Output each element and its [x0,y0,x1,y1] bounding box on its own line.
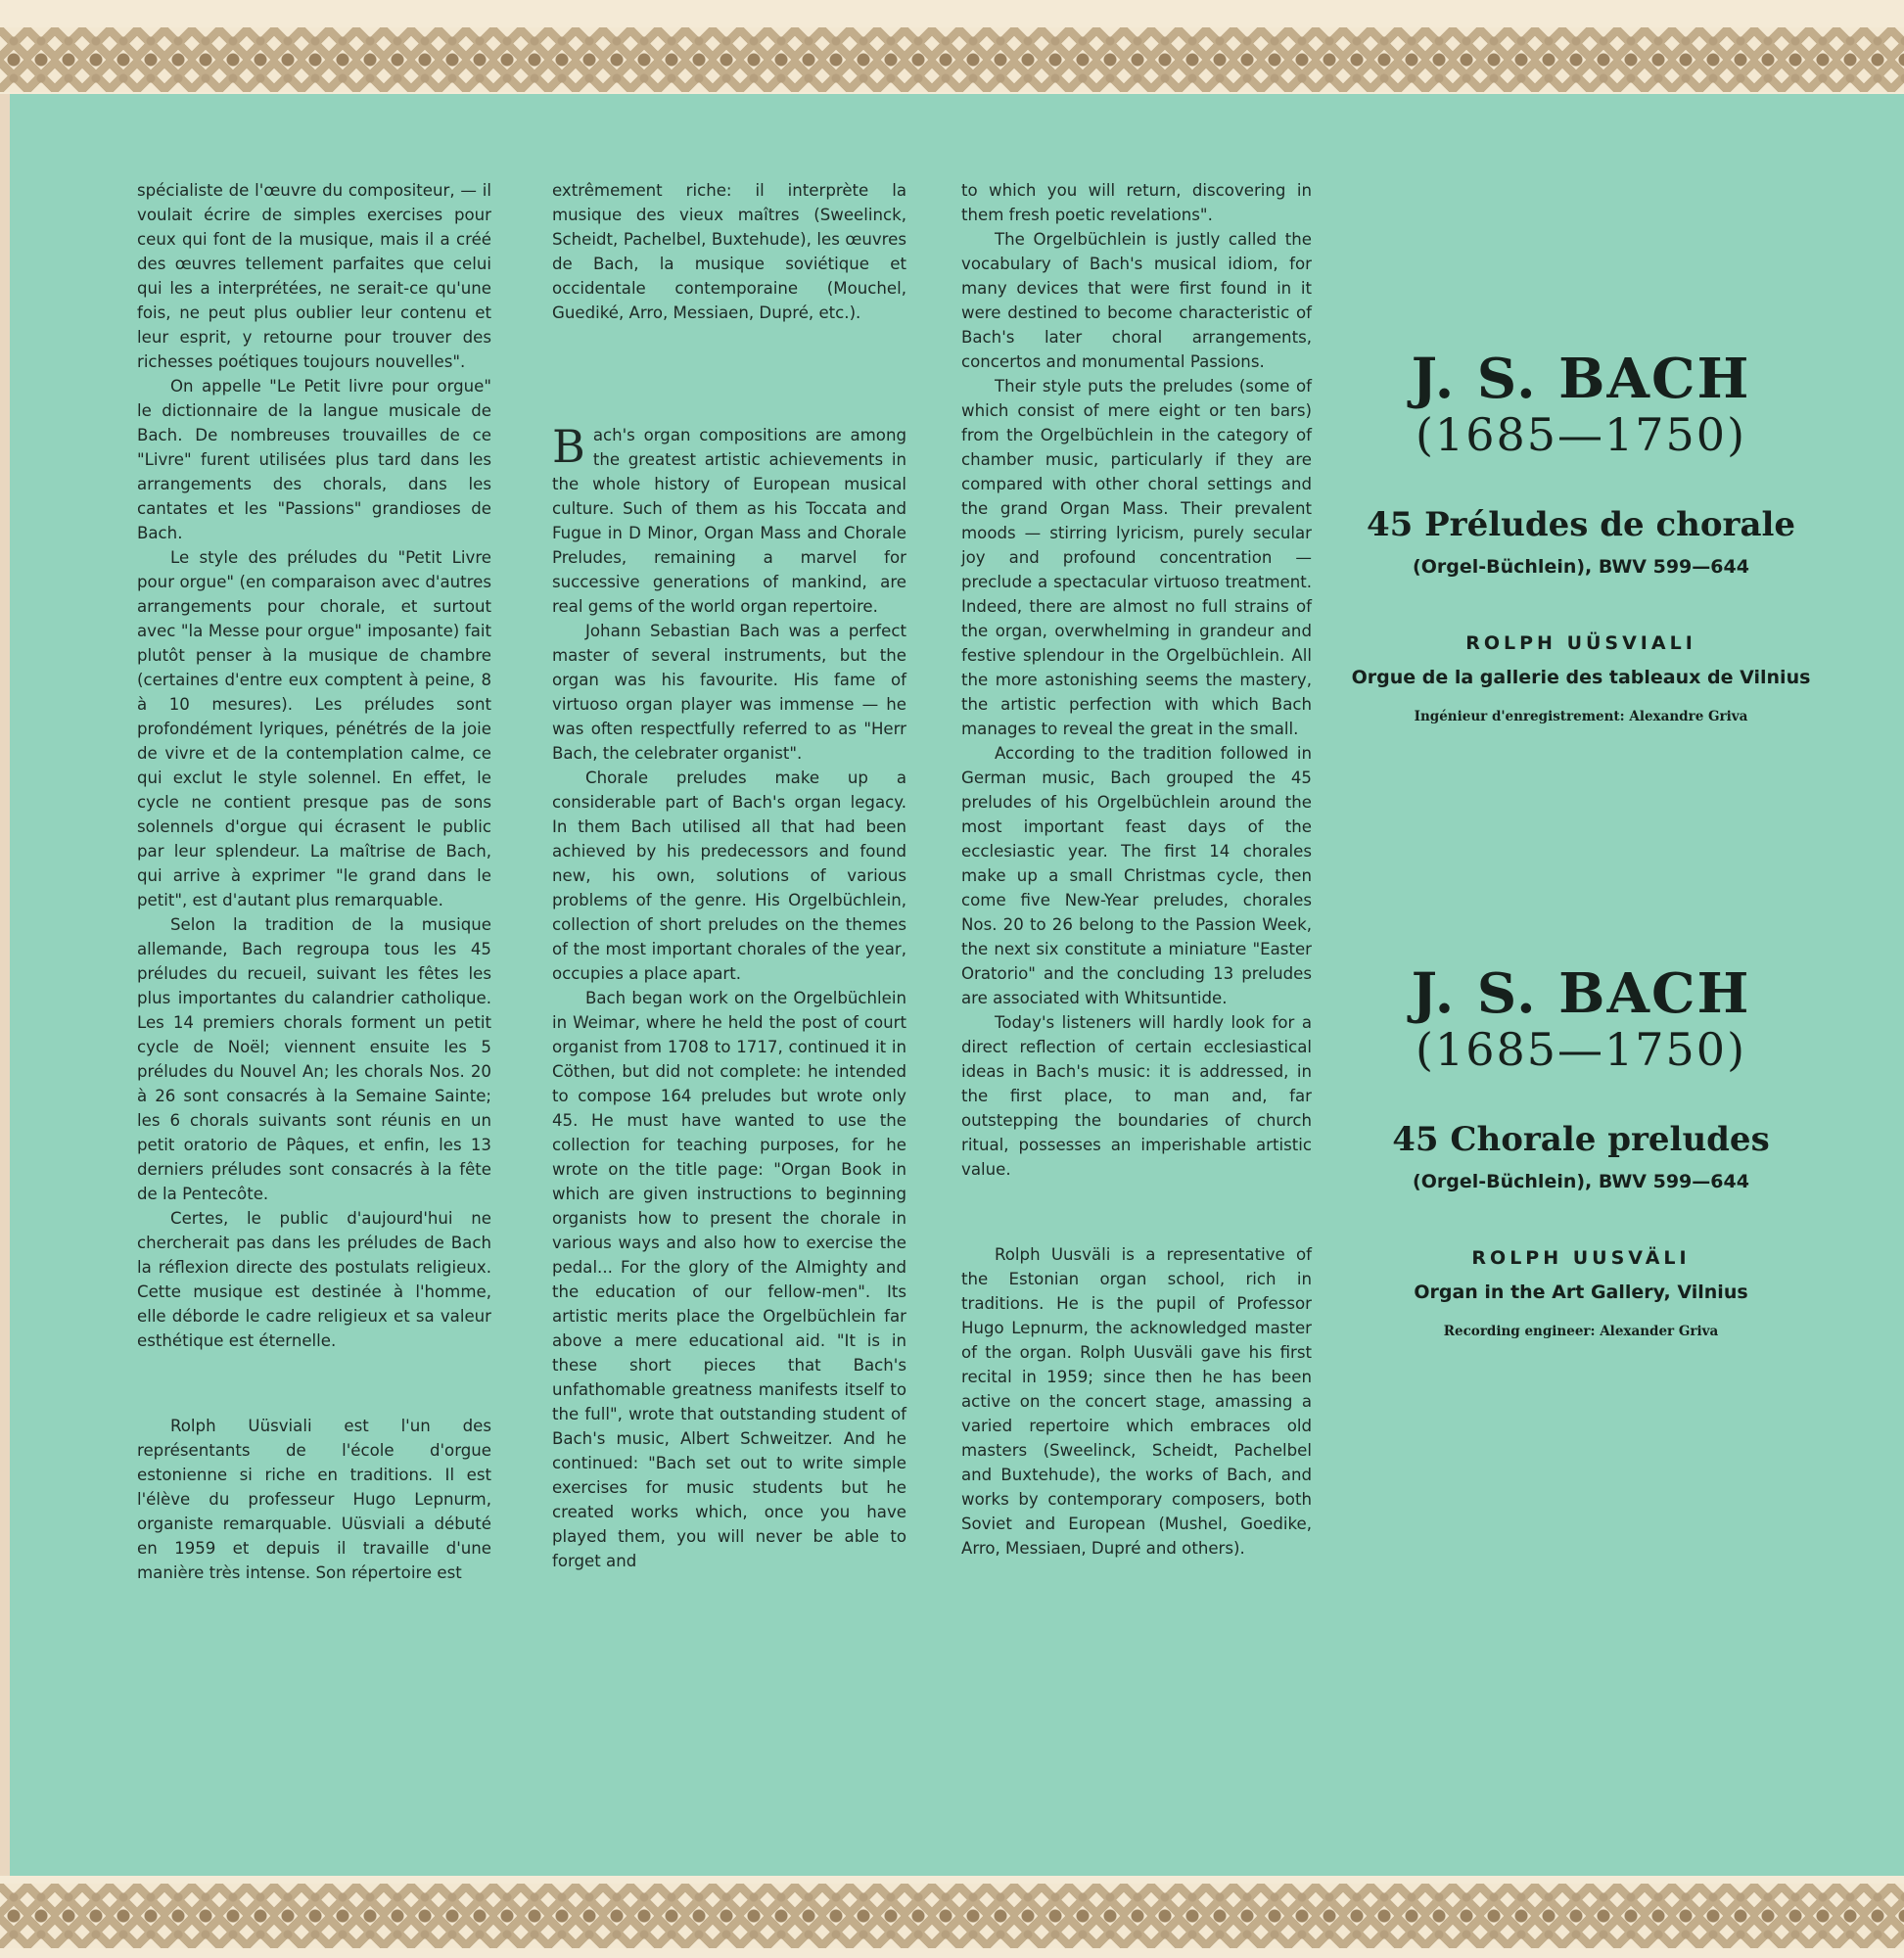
recording-engineer: Recording engineer: Alexander Griva [1443,1324,1719,1339]
paragraph-performer-bio-en: Rolph Uusväli is a representative of the Estonian organ school, rich in traditions. He is the pupil of Professor Hugo Lepnurm, the acknowledged master of the organ. Rolph Uusväli gave his first recital in 1959; since then he has been active on the concert stage, amassing a varied repertoire which embraces old masters (Sweelinck, Scheidt, Pachelbel and Buxtehude), the works of Bach, and works by contemporary composers, both Soviet and European (Mushel, Goedike, Arro, Messiaen, Dupré and others). [961,1245,1312,1558]
performer-name: ROLPH UÜSVIALI [1465,632,1696,654]
paragraph: Selon la tradition de la musique allemande, Bach regroupa tous les 45 préludes du recueil, suivant les fêtes les plus importantes du calandrier catholique. Les 14 premiers chorals forment un petit cycle de Noël; viennent ensuite les 5 préludes du Nouvel An; les chorals Nos. 20 à 26 sont consacrés à la Semaine Sainte; les 6 chorals suivants sont réunis en un petit oratorio de Pâques, et enfin, les 13 derniers préludes sont consacrés à la fête de la Pentecôte. [137,915,491,1203]
paragraph-performer-bio-fr: Rolph Uüsviali est l'un des représentants de l'école d'orgue estonienne si riche en traditions. Il est l'élève du professeur Hugo Lepnurm, organiste remarquable. Uüsviali a débuté en 1959 et depuis il travaille d'une manière très intense. Son répertoire est [137,1417,491,1582]
english-title-block [1341,963,1821,1341]
work-title: 45 Chorale preludes [1392,1120,1770,1159]
paragraph: On appelle "Le Petit livre pour orgue" le dictionnaire de la langue musicale de Bach. De nombreuses trouvailles de ce "Livre" furent utilisées plus tard dans les arrangements des chorals, dans les cantates et les "Passions" grandioses de Bach. [137,377,491,542]
composer-name: J. S. BACH [1411,347,1751,411]
recording-engineer: Ingénieur d'enregistrement: Alexandre Griva [1414,709,1748,724]
drop-cap: B [552,420,585,473]
column-french-notes [137,178,491,1585]
paragraph: extrêmement riche: il interprète la musique des vieux maîtres (Sweelinck, Scheidt, Pachelbel, Buxtehude), les œuvres de Bach, la musique soviétique et occidentale contemporaine (Mouchel, Guediké, Arro, Messiaen, Dupré, etc.). [552,181,906,322]
paragraph: Johann Sebastian Bach was a perfect master of several instruments, but the organ was his favourite. His fame of virtuoso organ player was immense — he was often respectfully referred to as "Herr Bach, the celebrater organist". [552,622,906,763]
composer-name: J. S. BACH [1411,961,1751,1026]
paragraph: Today's listeners will hardly look for a direct reflection of certain ecclesiastical ideas in Bach's music: it is addressed, in the first place, to man and, far outstepping the boundaries of church ritual, possesses an imperishable artistic value. [961,1013,1312,1179]
catalog-number: (Orgel-Büchlein), BWV 599—644 [1413,556,1749,578]
performer-name: ROLPH UUSVÄLI [1471,1247,1691,1269]
composer-dates: (1685—1750) [1415,1023,1747,1076]
paragraph: Le style des préludes du "Petit Livre pour orgue" (en comparaison avec d'autres arrangements pour chorale, et surtout avec "la Messe pour orgue" imposante) fait plutôt penser à la musique de chambre (certaines d'entre eux comptent à peine, 8 à 10 mesures). Les préludes sont profondément lyriques, pénétrés de la joie de vivre et de la contemplation calme, ce qui exclut le style solennel. En effet, le cycle ne contient presque pas de sons solennels d'orgue qui écrasent le public par leur splendeur. La maîtrise de Bach, qui arrive à exprimer "le grand dans le petit", est d'autant plus remarquable. [137,548,491,909]
paragraph: Bach began work on the Orgelbüchlein in Weimar, where he held the post of court organist from 1708 to 1717, continued it in Cöthen, but did not complete: he intended to compose 164 preludes but wrote only 45. He must have wanted to use the collection for teaching purposes, for he wrote on the title page: "Organ Book in which are given instructions to beginning organists how to present the chorale in various ways and also how to exercise the pedal... For the glory of the Almighty and the education of our fellow-men". Its artistic merits place the Orgelbüchlein far above a mere educational aid. "It is in these short pieces that Bach's unfathomable greatness manifests itself to the full", wrote that outstanding student of Bach's music, Albert Schweitzer. And he continued: "Bach set out to write simple exercises for music students but he created works which, once you have played them, you will never be able to forget and [552,989,906,1570]
column-english-notes [961,178,1312,1561]
composer-dates: (1685—1750) [1415,408,1747,461]
french-title-block [1341,349,1821,726]
paragraph: The Orgelbüchlein is justly called the vocabulary of Bach's musical idiom, for many devices that were first found in it were destined to become characteristic of Bach's later choral arrangements, concertos and monumental Passions. [961,230,1312,371]
paragraph: According to the tradition followed in German music, Bach grouped the 45 preludes of his Orgelbüchlein around the most important feast days of the ecclesiastic year. The first 14 chorales make up a small Christmas cycle, then come five New-Year preludes, chorales Nos. 20 to 26 belong to the Passion Week, the next six constitute a miniature "Easter Oratorio" and the concluding 13 preludes are associated with Whitsuntide. [961,744,1312,1007]
paragraph: Their style puts the preludes (some of which consist of mere eight or ten bars) from the Orgelbüchlein in the category of chamber music, particularly if they are compared with other choral settings and the grand Organ Mass. Their prevalent moods — stirring lyricism, purely secular joy and profound concentration — preclude a spectacular virtuoso treatment. Indeed, there are almost no full strains of the organ, overwhelming in grandeur and festive splendour in the Orgelbüchlein. All the more astonishing seems the mastery, the artistic perfection with which Bach manages to reveal the great in the small. [961,377,1312,738]
top-ornamental-border [0,27,1904,92]
venue: Organ in the Art Gallery, Vilnius [1414,1282,1748,1303]
text-panel [0,94,1904,1876]
venue: Orgue de la gallerie des tableaux de Vilnius [1351,667,1811,688]
paragraph-text: ach's organ compositions are among the greatest artistic achievements in the whole history of European musical culture. Such of them as his Toccata and Fugue in D Minor, Organ Mass and Chorale Preludes, remaining a marvel for successive generations of mankind, are real gems of the world organ repertoire. [552,426,906,616]
paragraph: Chorale preludes make up a considerable part of Bach's organ legacy. In them Bach utilised all that had been achieved by his predecessors and found new, his own, solutions of various problems of the genre. His Orgelbüchlein, collection of short preludes on the themes of the most important chorales of the year, occupies a place apart. [552,769,906,983]
bottom-ornamental-border [0,1884,1904,1948]
paragraph: Certes, le public d'aujourd'hui ne chercherait pas dans les préludes de Bach la réflexion directe des postulats religieux. Cette musique est destinée à l'homme, elle déborde le cadre religieux et sa valeur esthétique est éternelle. [137,1209,491,1350]
catalog-number: (Orgel-Büchlein), BWV 599—644 [1413,1171,1749,1192]
work-title: 45 Préludes de chorale [1366,505,1796,544]
paragraph-english-intro [552,420,906,619]
paragraph: spécialiste de l'œuvre du compositeur, — il voulait écrire de simples exercises pour ceux qui font de la musique, mais il a créé des œuvres tellement parfaites que celui qui les a interprétées, ne serait-ce qu'une fois, ne peut plus oublier leur contenu et leur esprit, y retourne pour trouver des richesses poétiques toujours nouvelles". [137,181,491,371]
paragraph: to which you will return, discovering in them fresh poetic revelations". [961,181,1312,224]
column-middle-notes [552,178,906,1573]
